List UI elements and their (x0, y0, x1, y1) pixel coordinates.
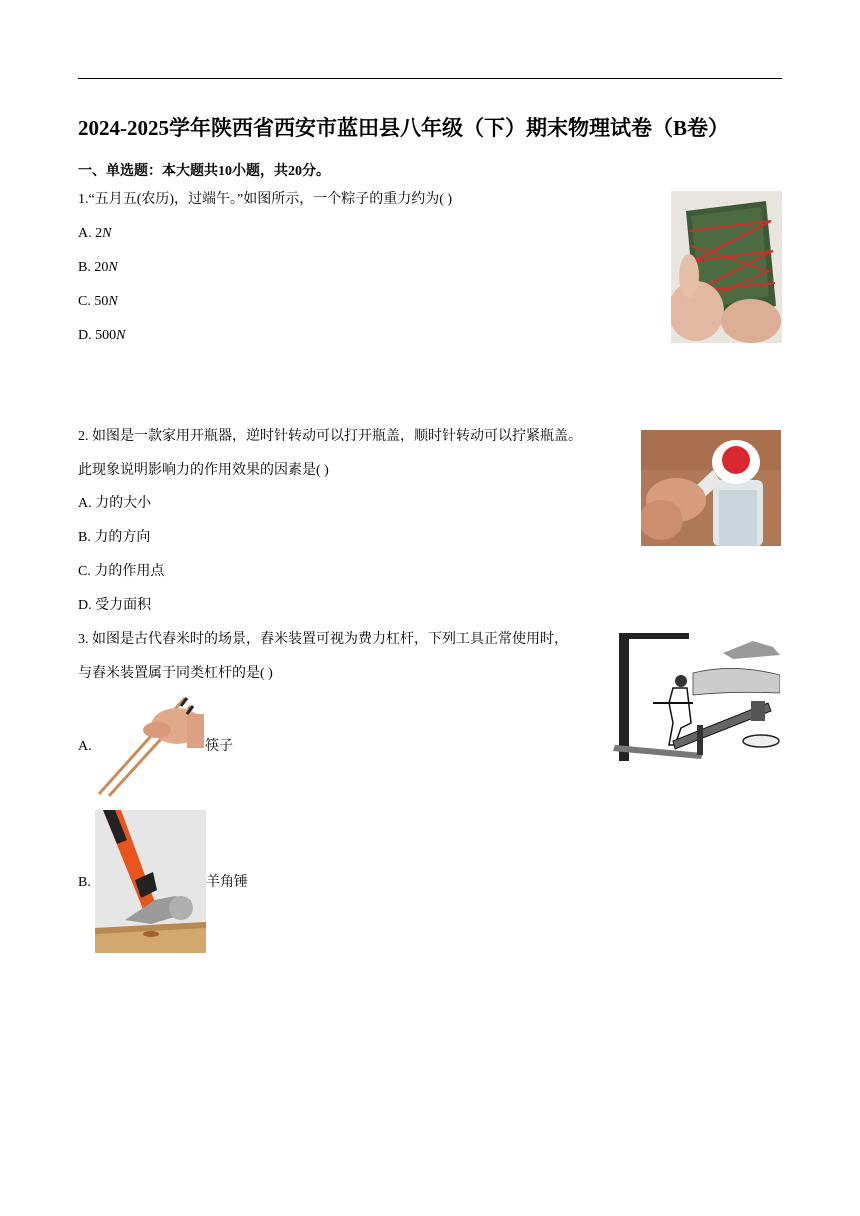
q1-option-a: A. 2N (78, 226, 112, 241)
q3-option-a-text: 筷子 (205, 739, 233, 754)
q3-option-a-label: A. (78, 739, 92, 754)
bottle-opener-image (641, 430, 781, 546)
chopsticks-image (95, 694, 204, 798)
q2-option-c: C. 力的作用点 (78, 564, 165, 579)
q3-option-b-label: B. (78, 875, 91, 890)
q2-option-b: B. 力的方向 (78, 530, 151, 545)
rice-pounding-illustration (613, 633, 780, 765)
zongzi-image (671, 191, 782, 343)
question-3-stem-line1: 3. 如图是古代舂米时的场景，舂米装置可视为费力杠杆，下列工具正常使用时， (78, 632, 568, 647)
question-2-stem-line1: 2. 如图是一款家用开瓶器，逆时针转动可以打开瓶盖，顺时针转动可以拧紧瓶盖。 (78, 429, 582, 444)
question-3-stem-line2: 与舂米装置属于同类杠杆的是( ) (78, 666, 273, 681)
q1-option-c: C. 50N (78, 294, 118, 309)
q2-option-a: A. 力的大小 (78, 496, 152, 511)
section-heading: 一、单选题：本大题共10小题，共20分。 (78, 164, 330, 179)
page-title: 2024-2025学年陕西省西安市蓝田县八年级（下）期末物理试卷（B卷） (78, 116, 729, 140)
question-1-stem: 1.“五月五(农历)，过端午。”如图所示，一个粽子的重力约为( ) (78, 192, 453, 207)
question-2-stem-line2: 此现象说明影响力的作用效果的因素是( ) (78, 463, 329, 478)
q1-option-d: D. 500N (78, 328, 126, 343)
header-rule (78, 78, 782, 79)
claw-hammer-image (95, 810, 206, 953)
q1-option-b: B. 20N (78, 260, 118, 275)
q2-option-d: D. 受力面积 (78, 598, 152, 613)
q3-option-b-text: 羊角锤 (206, 875, 248, 890)
